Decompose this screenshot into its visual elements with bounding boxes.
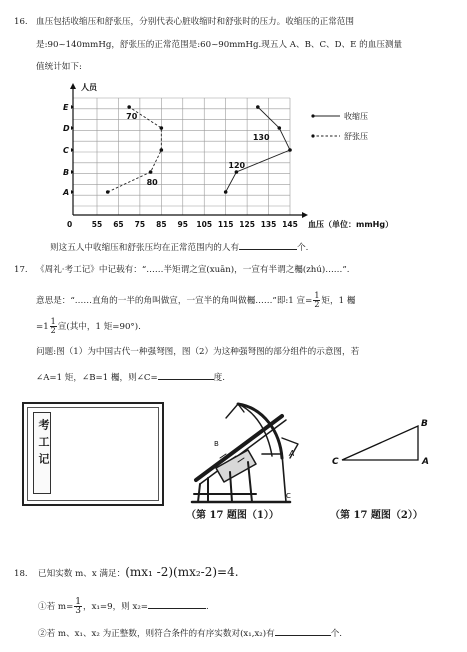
q16-question-text: 则这五人中收缩压和舒张压均在正常范围内的人有 [50, 243, 240, 253]
x-tick-label: 85 [156, 220, 167, 229]
q16-number: 16. [14, 17, 28, 27]
x-tick-label: 65 [113, 220, 124, 229]
x-tick-label: 75 [134, 220, 146, 229]
book-cover-image [22, 402, 164, 506]
origin-label: 0 [67, 220, 73, 229]
q17-line3-prefix: =1 [36, 322, 49, 332]
chart-axes [70, 83, 308, 218]
data-point [160, 126, 164, 130]
chart-grid [73, 98, 290, 215]
q18-number: 18. [14, 569, 28, 579]
q17-fraction-half-a [313, 292, 320, 309]
fraction-denominator: 2 [50, 326, 56, 335]
y-category-label: E [63, 103, 69, 112]
x-tick-label: 55 [91, 220, 103, 229]
q17-line5-suffix: 度. [213, 373, 225, 383]
crossbow-label-b: B [214, 440, 219, 448]
y-category-label: B [63, 168, 70, 177]
y-category-label: C [63, 146, 69, 155]
triangle-vertex-b: B [421, 419, 428, 429]
q18-item2-suffix: 个. [330, 629, 343, 639]
q18-item1-suffix: . [205, 602, 209, 612]
q17-line2-suffix: 矩，1 欘 [321, 296, 356, 306]
q18-item1-answer-blank[interactable] [148, 599, 206, 609]
fraction-numerator: 1 [314, 291, 320, 300]
fig2-caption: （第 17 题图（2）） [330, 510, 423, 521]
x-tick-label: 125 [239, 220, 255, 229]
q17-line2-text: 意思是：“……直角的一半的角叫做宣，一宣半的角叫做欘……”即:1 宣= [36, 296, 313, 306]
data-label: 120 [228, 161, 246, 170]
data-label: 70 [126, 112, 138, 121]
data-point [288, 148, 292, 152]
crossbow-label-a: A [289, 449, 295, 458]
triangle-vertex-a: A [422, 457, 429, 467]
triangle-vertex-c: C [332, 457, 339, 467]
legend-label-1: 收缩压 [344, 112, 368, 121]
data-point [256, 105, 260, 109]
x-tick-label: 95 [177, 220, 188, 229]
q17-line3-suffix: 宣(其中，1 矩=90°). [57, 322, 141, 332]
x-tick-label: 105 [196, 220, 213, 229]
fraction-denominator: 3 [75, 606, 82, 616]
q18-item2 [38, 626, 342, 640]
data-point [106, 190, 110, 194]
chart-legend [311, 111, 368, 141]
y-category-label: D [63, 124, 70, 133]
fraction-numerator: 1 [75, 597, 82, 607]
fraction-denominator: 2 [314, 300, 320, 309]
q18-item2-answer-blank[interactable] [275, 626, 331, 636]
q18-item1-mid: ，x₁=9，则 x₂= [83, 602, 148, 612]
data-point [127, 105, 131, 109]
q16-question [50, 240, 308, 254]
q17-fraction-half-b [50, 318, 57, 335]
q18-line1-text: 已知实数 m、x 满足： [38, 569, 126, 579]
data-point [160, 148, 164, 152]
x-tick-label: 145 [282, 220, 298, 229]
x-tick-label: 115 [217, 220, 234, 229]
fraction-numerator: 1 [50, 317, 56, 326]
y-category-label: A [63, 188, 70, 197]
q17-text-line3 [36, 318, 141, 335]
q16-text-line1: 血压包括收缩压和舒张压，分别代表心脏收缩时和舒张时的压力。收缩压的正常范围 [36, 17, 354, 27]
x-axis-title: 血压（单位：mmHg） [308, 220, 394, 229]
q17-number: 17. [14, 265, 28, 275]
legend-marker [311, 134, 314, 137]
triangle-diagram [320, 418, 440, 478]
q18-equation: (mx₁ -2)(mx₂-2)=4. [125, 565, 239, 579]
data-point [149, 170, 153, 174]
q17-text-line5 [36, 370, 225, 384]
q18-text-line1 [38, 566, 239, 580]
q17-text-line2 [36, 292, 355, 309]
q16-text-line2: 是:90~140mmHg，舒张压的正常范围是:60~90mmHg.现五人 A、B、C、D、E 的血压测量 [36, 40, 403, 50]
y-axis-title: 人员 [81, 83, 97, 92]
q17-line5-text: ∠A=1 矩，∠B=1 欘，则∠C= [36, 373, 158, 383]
data-point [224, 190, 228, 194]
q17-answer-blank[interactable] [158, 370, 214, 380]
data-label: 130 [252, 133, 270, 142]
chart-labels [62, 82, 393, 229]
y-axis-arrow [70, 83, 76, 89]
data-point [277, 126, 281, 130]
q16-text-line3: 值统计如下: [36, 62, 82, 72]
x-tick-label: 135 [260, 220, 277, 229]
q16-answer-blank[interactable] [239, 240, 297, 250]
x-axis-arrow [302, 212, 308, 218]
data-label: 80 [146, 178, 158, 187]
q17-text-line1: 《周礼·考工记》中记载有：“……半矩谓之宣(xuān)，一宣有半谓之欘(zhú)……”. [36, 265, 350, 275]
blood-pressure-chart [50, 80, 430, 245]
legend-marker [311, 114, 314, 117]
q18-item1-text: ①若 m= [38, 602, 74, 612]
book-title-label [33, 412, 51, 494]
q18-item2-text: ②若 m、x₁、x₂ 为正整数，则符合条件的有序实数对(x₁,x₂)有 [38, 629, 275, 639]
q16-question-suffix: 个. [297, 243, 309, 253]
fig1-caption: （第 17 题图（1）） [186, 510, 279, 521]
data-point [235, 170, 239, 174]
crossbow-label-c: C [286, 492, 291, 500]
q18-item1 [38, 598, 209, 615]
book-title-text: 考工记 [37, 419, 50, 470]
q17-text-line4: 问题:图（1）为中国古代一种强弩图，图（2）为这种强弩图的部分组件的示意图，若 [36, 347, 360, 357]
q18-fraction-third [74, 598, 82, 615]
crossbow-illustration [186, 398, 306, 510]
legend-label-2: 舒张压 [344, 132, 368, 141]
